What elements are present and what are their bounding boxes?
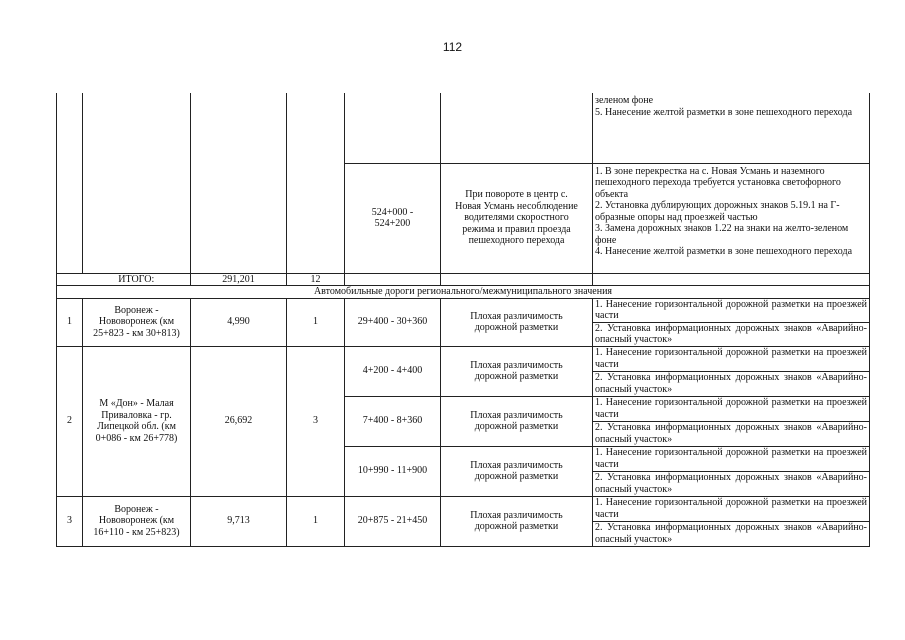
- total-label: ИТОГО:: [83, 273, 191, 286]
- action-item: 2. Установка информационных дорожных знаков «Аварийно-опасный участок»: [593, 371, 870, 396]
- road-num: 1: [57, 298, 83, 346]
- continued-actions: зеленом фоне 5. Нанесение желтой разметки в зоне пешеходного перехода: [593, 93, 870, 163]
- road-safety-table: [56, 93, 870, 547]
- problem-description: Плохая различимость дорожной разметки: [441, 396, 593, 446]
- action-item: 1. Нанесение горизонтальной дорожной разметки на проезжей части: [593, 396, 870, 421]
- km-range: 29+400 - 30+360: [345, 298, 441, 346]
- km-range: 4+200 - 4+400: [345, 346, 441, 396]
- road-num: 2: [57, 346, 83, 496]
- cell-problem-empty: [441, 93, 593, 163]
- road-name: Воронеж - Нововоронеж (км 25+823 - км 30+813): [83, 298, 191, 346]
- action-item: 1. Нанесение горизонтальной дорожной разметки на проезжей части: [593, 446, 870, 471]
- road-count: 1: [287, 298, 345, 346]
- road-count: 3: [287, 346, 345, 496]
- action-item: 1. Нанесение горизонтальной дорожной разметки на проезжей части: [593, 346, 870, 371]
- km-range: 20+875 - 21+450: [345, 496, 441, 546]
- km-range: 10+990 - 11+900: [345, 446, 441, 496]
- road-length: 4,990: [191, 298, 287, 346]
- total-count: 12: [287, 273, 345, 286]
- road-name: Воронеж - Нововоронеж (км 16+110 - км 25+823): [83, 496, 191, 546]
- problem-description: Плохая различимость дорожной разметки: [441, 496, 593, 546]
- road-length: 9,713: [191, 496, 287, 546]
- cell-km-empty: [345, 93, 441, 163]
- cell-num-empty: [57, 93, 83, 163]
- road-num: 3: [57, 496, 83, 546]
- road-length: 26,692: [191, 346, 287, 496]
- road-row: [57, 298, 870, 322]
- continued-row: [57, 93, 870, 163]
- road-name: М «Дон» - Малая Приваловка - гр. Липецкой обл. (км 0+086 - км 26+778): [83, 346, 191, 496]
- action-item: 2. Установка информационных дорожных знаков «Аварийно-опасный участок»: [593, 322, 870, 346]
- cell-length-empty: [191, 93, 287, 163]
- action-item: 1. Нанесение горизонтальной дорожной разметки на проезжей части: [593, 496, 870, 521]
- cell-count-empty: [287, 93, 345, 163]
- km-range: 524+000 - 524+200: [345, 163, 441, 273]
- segment-row-524: [57, 163, 870, 273]
- page-number: 112: [442, 40, 463, 54]
- total-row: [57, 273, 870, 286]
- road-row: [57, 496, 870, 521]
- km-range: 7+400 - 8+360: [345, 396, 441, 446]
- road-count: 1: [287, 496, 345, 546]
- road-row: [57, 346, 870, 371]
- problem-description: Плохая различимость дорожной разметки: [441, 346, 593, 396]
- section-row: [57, 286, 870, 299]
- action-item: 2. Установка информационных дорожных знаков «Аварийно-опасный участок»: [593, 471, 870, 496]
- action-item: 2. Установка информационных дорожных знаков «Аварийно-опасный участок»: [593, 521, 870, 546]
- total-length: 291,201: [191, 273, 287, 286]
- cell-name-empty: [83, 93, 191, 163]
- action-item: 2. Установка информационных дорожных знаков «Аварийно-опасный участок»: [593, 421, 870, 446]
- problem-description: Плохая различимость дорожной разметки: [441, 446, 593, 496]
- problem-description: Плохая различимость дорожной разметки: [441, 298, 593, 346]
- action-item: 1. Нанесение горизонтальной дорожной разметки на проезжей части: [593, 298, 870, 322]
- planned-actions: 1. В зоне перекрестка на с. Новая Усмань и наземного пешеходного перехода требуется установка светофорного объекта 2. Установка дублирующих дорожных знаков 5.19.1 на Г-образные опоры над проезжей частью 3. Замена дорожных знаков 1.22 на знаки на желто-зеленом фоне 4. Нанесение желтой разметки в зоне пешеходного перехода: [593, 163, 870, 273]
- section-title: Автомобильные дороги регионального/межмуниципального значения: [57, 286, 870, 299]
- problem-description: При повороте в центр с. Новая Усмань несоблюдение водителями скоростного режима и правил проезда пешеходного перехода: [441, 163, 593, 273]
